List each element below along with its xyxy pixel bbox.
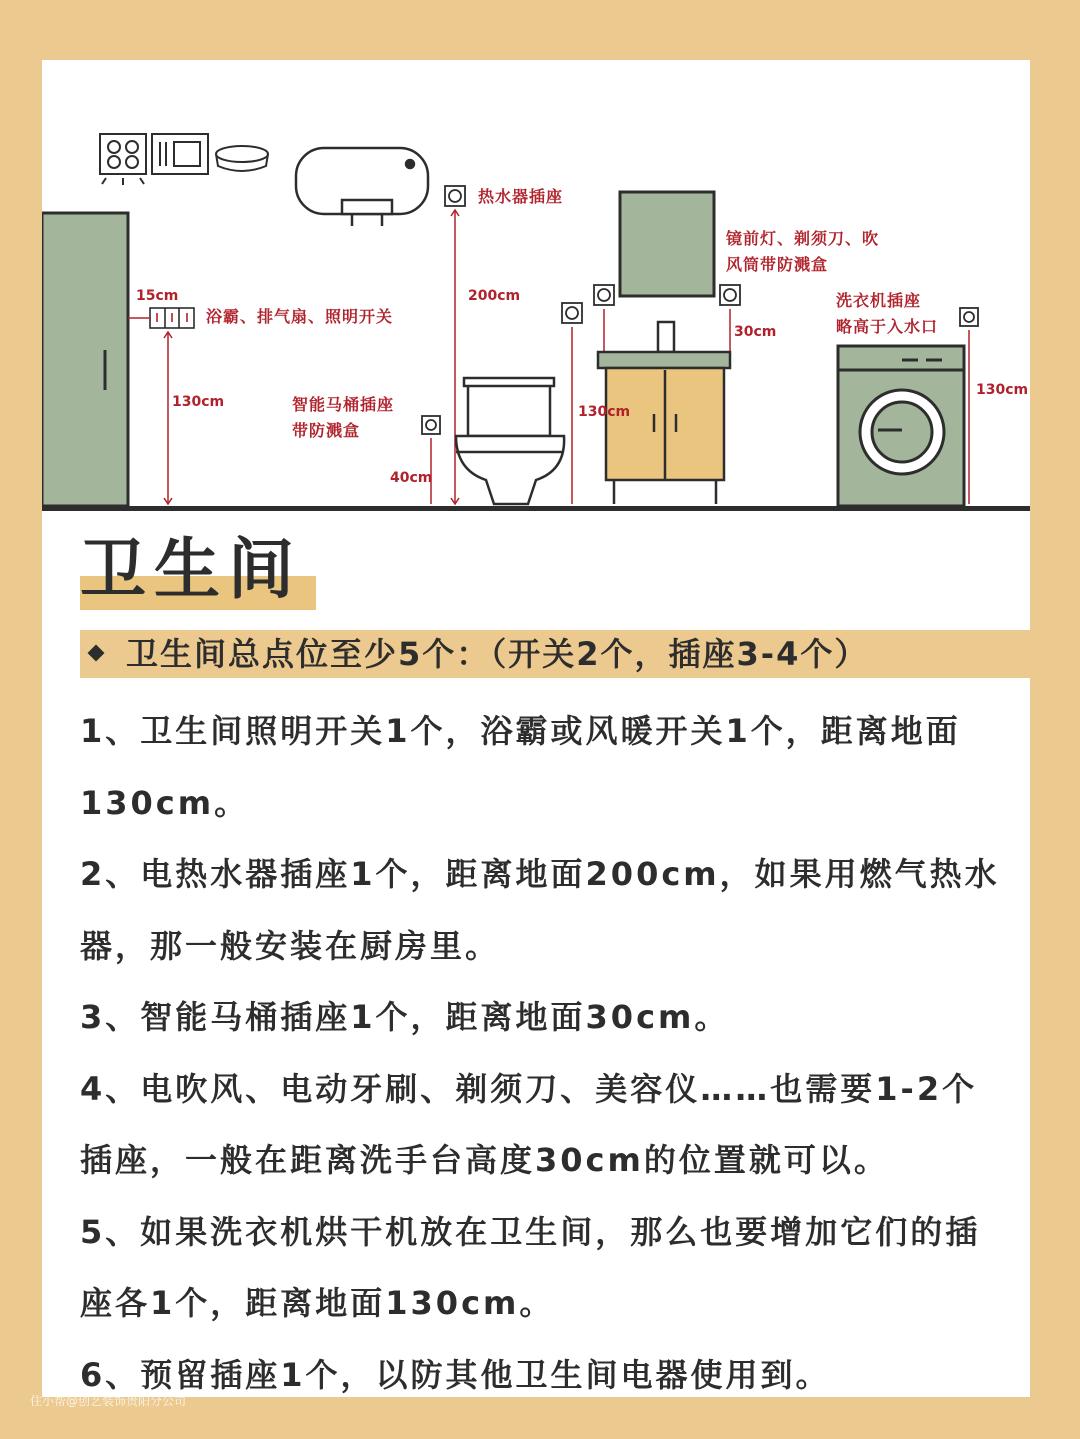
door-icon (42, 213, 128, 506)
diamond-bullet-icon (88, 645, 105, 662)
toilet-icon (456, 378, 564, 504)
mirror-label-2: 风筒带防溅盒 (726, 255, 829, 274)
list-item: 4、电吹风、电动牙刷、剃须刀、美容仪……也需要1-2个插座，一般在距离洗手台高度30cm的位置就可以。 (80, 1069, 978, 1179)
heater-socket-label: 热水器插座 (478, 187, 564, 206)
exhaust-fan-icon (152, 134, 208, 174)
switch-offset-dim: 15cm (136, 288, 179, 304)
bathroom-illustration (42, 60, 1030, 520)
switch-height-dim: 130cm (172, 394, 225, 410)
mirror-icon (620, 192, 714, 296)
washer-label-2: 略高于入水口 (836, 317, 939, 336)
list-item: 6、预留插座1个，以防其他卫生间电器使用到。 (80, 1355, 831, 1394)
mirror-offset-dim: 30cm (734, 324, 777, 340)
list-item: 3、智能马桶插座1个，距离地面30cm。 (80, 998, 730, 1036)
watermark: 住小帮@创艺装饰贵阳分公司 (30, 1394, 187, 1408)
subtitle-text: 卫生间总点位至少5个：（开关2个，插座3-4个） (126, 635, 869, 673)
switch-label: 浴霸、排气扇、照明开关 (206, 307, 394, 326)
heater-height-dim: 200cm (468, 288, 521, 304)
bath-heater-icon (100, 134, 146, 185)
water-heater-icon (296, 148, 428, 226)
washer-socket-icon (960, 308, 978, 326)
washer-label-1: 洗衣机插座 (836, 291, 922, 310)
list-item: 1、卫生间照明开关1个，浴霸或风暖开关1个，距离地面130cm。 (80, 712, 961, 822)
tips-list (80, 696, 1010, 1397)
washing-machine-icon (838, 346, 964, 506)
basin-socket-icon (562, 303, 582, 323)
heater-socket-icon (445, 186, 465, 206)
list-item: 5、如果洗衣机烘干机放在卫生间，那么也要增加它们的插座各1个，距离地面130cm。 (80, 1212, 981, 1322)
mirror-label-1: 镜前灯、剃须刀、吹 (726, 229, 880, 248)
title-block (80, 530, 302, 610)
subtitle (80, 630, 868, 678)
toilet-socket-icon (422, 416, 440, 434)
toilet-socket-label-2: 带防溅盒 (292, 421, 361, 440)
list-item: 2、电热水器插座1个，距离地面200cm，如果用燃气热水器，那一般安装在厨房里。 (80, 855, 1000, 965)
content-card (42, 60, 1030, 1397)
basin-height-dim: 130cm (578, 404, 631, 420)
toilet-socket-label-1: 智能马桶插座 (292, 395, 395, 414)
page-title: 卫生间 (80, 531, 302, 608)
mirror-socket-left-icon (594, 285, 614, 305)
washer-height-dim: 130cm (976, 382, 1029, 398)
toilet-height-dim: 40cm (390, 470, 433, 486)
mirror-socket-right-icon (720, 285, 740, 305)
ceiling-light-icon (216, 146, 268, 171)
switch-panel-icon (150, 308, 194, 328)
